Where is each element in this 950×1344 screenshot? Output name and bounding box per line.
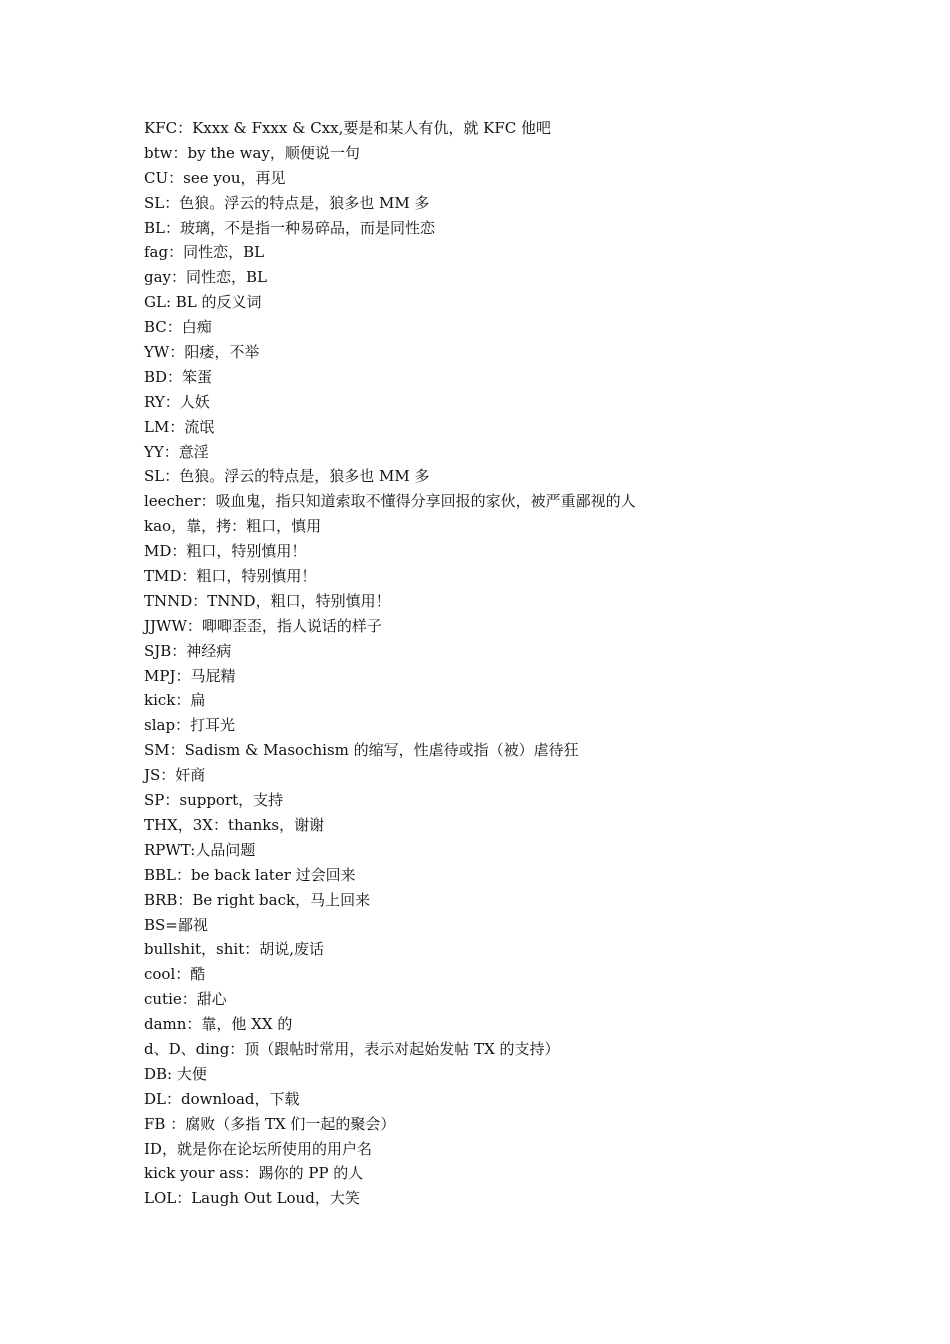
glossary-entry: THX，3X：thanks，谢谢 — [144, 815, 325, 834]
glossary-entry: SL：色狼。浮云的特点是，狼多也 MM 多 — [144, 193, 430, 212]
glossary-entry: kick：扁 — [144, 691, 206, 710]
glossary-entry: gay：同性恋，BL — [144, 268, 268, 287]
glossary-entry: slap：打耳光 — [144, 716, 236, 735]
glossary-entry: RPWT:人品问题 — [144, 840, 256, 859]
glossary-entry: KFC：Kxxx & Fxxx & Cxx,要是和某人有仇，就 KFC 他吧 — [144, 119, 552, 137]
glossary-entry: btw：by the way，顺便说一句 — [144, 143, 360, 162]
glossary-entry: BD：笨蛋 — [144, 367, 213, 386]
glossary-entry: MPJ：马屁精 — [144, 666, 236, 685]
glossary-entry: TMD：粗口，特别慎用！ — [144, 567, 317, 586]
glossary-list — [144, 116, 844, 1211]
glossary-entry: damn：靠，他 XX 的 — [144, 1015, 293, 1034]
glossary-entry: kick your ass：踢你的 PP 的人 — [144, 1164, 364, 1183]
glossary-entry: YW：阳痿，不举 — [144, 343, 260, 362]
glossary-entry: TNND：TNND，粗口，特别慎用！ — [144, 591, 391, 610]
glossary-entry: d、D、ding：顶（跟帖时常用，表示对起始发帖 TX 的支持） — [144, 1039, 560, 1058]
glossary-entry: JS：奸商 — [144, 766, 206, 785]
glossary-entry: DL：download，下载 — [144, 1089, 300, 1108]
glossary-entry: GL: BL 的反义词 — [144, 293, 262, 312]
glossary-entry: RY：人妖 — [144, 392, 210, 411]
glossary-entry: leecher：吸血鬼，指只知道索取不懂得分享回报的家伙，被严重鄙视的人 — [144, 492, 636, 511]
glossary-entry: BL：玻璃，不是指一种易碎品，而是同性恋 — [144, 218, 435, 237]
glossary-entry: FB ：腐败（多指 TX 们一起的聚会） — [144, 1114, 396, 1133]
glossary-entry: YY：意淫 — [144, 442, 209, 461]
glossary-entry: BRB：Be right back，马上回来 — [144, 890, 371, 909]
glossary-entry: bullshit，shit：胡说,废话 — [144, 940, 324, 959]
glossary-entry: SJB：神经病 — [144, 641, 232, 660]
glossary-entry: CU：see you，再见 — [144, 168, 286, 187]
glossary-entry: cool：酷 — [144, 965, 206, 984]
glossary-entry: BBL：be back later 过会回来 — [144, 865, 356, 884]
glossary-entry: LM：流氓 — [144, 417, 215, 436]
glossary-entry: SM：Sadism & Masochism 的缩写，性虐待或指（被）虐待狂 — [144, 741, 579, 760]
glossary-entry: SP：support，支持 — [144, 791, 284, 810]
glossary-entry: ID，就是你在论坛所使用的用户名 — [144, 1139, 372, 1158]
glossary-entry: SL：色狼。浮云的特点是，狼多也 MM 多 — [144, 467, 430, 486]
glossary-entry: fag：同性恋，BL — [144, 243, 265, 262]
glossary-entry: MD：粗口，特别慎用！ — [144, 542, 307, 561]
glossary-entry: JJWW：唧唧歪歪，指人说话的样子 — [144, 616, 382, 635]
glossary-entry: cutie：甜心 — [144, 990, 227, 1009]
glossary-entry: DB: 大便 — [144, 1064, 207, 1083]
glossary-entry: kao，靠，拷：粗口，慎用 — [144, 517, 322, 536]
glossary-entry: BC：白痴 — [144, 318, 212, 337]
glossary-entry: LOL：Laugh Out Loud，大笑 — [144, 1189, 360, 1208]
glossary-entry: BS=鄙视 — [144, 915, 208, 934]
